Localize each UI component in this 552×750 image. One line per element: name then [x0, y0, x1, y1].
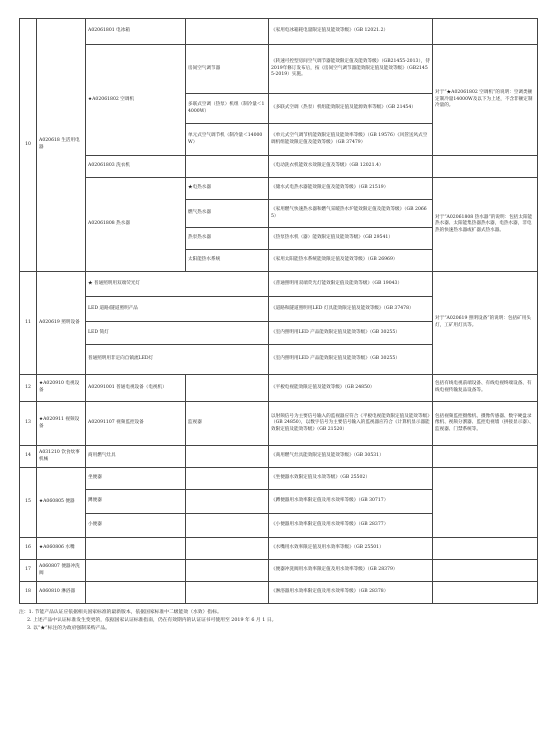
item-cell: A02061808 热水器: [86, 178, 186, 272]
standard-cell: 《家用太阳能热水系统能效限定值及能效等级》（GB 26969）: [269, 250, 433, 272]
table-row: [20, 560, 538, 582]
sub-cell: [186, 156, 269, 178]
standard-cell: 《淋浴器用水效率限定值及用水效率等级》（GB 28378）: [269, 582, 433, 604]
standard-cell: 《平板电视能效限定值及能效等级》（GB 24850）: [269, 375, 433, 402]
standard-cell: 《单元式空气调节机能效限定值及能效率等级》（GB 19576）《风管送风式空调机组能效限定值及能效等级》（GB 37479）: [269, 124, 433, 156]
table-row: [20, 178, 538, 200]
category-cell: ★A060805 便器: [37, 468, 86, 538]
category-cell: A020618 生活用电器: [37, 19, 86, 272]
row-number: 12: [20, 375, 37, 402]
row-number: 14: [20, 446, 37, 468]
sub-cell: [186, 538, 269, 560]
sub-cell: LED 道路/隧道照明产品: [86, 297, 269, 322]
item-cell: 商用燃气灶具: [86, 446, 186, 468]
table-row: [20, 468, 538, 490]
note-cell: [433, 560, 538, 582]
table-row: [20, 538, 538, 560]
standard-cell: 《室内照明用LED 产品能效限定值及能效等级》（GB 30255）: [269, 322, 433, 345]
standard-cell: 《蹲便器用水效率限定值及用水效率等级》（GB 30717）: [269, 490, 433, 514]
footnote-3: 3. 以“★”标注的为政府强制采购产品。: [27, 626, 110, 631]
note-cell: [433, 156, 538, 178]
sub-cell: 普通照明用非定向自镇流LED灯: [86, 345, 269, 375]
standard-cell: 《小便器用水效率限定值及用水效率等级》（GB 28377）: [269, 514, 433, 538]
category-cell: A060807 便器冲洗阀: [37, 560, 86, 582]
row-number: 18: [20, 582, 37, 604]
standard-cell: 《室内照明用LED 产品能效限定值及能效等级》（GB 30255）: [269, 345, 433, 375]
item-cell: ★A02061802 空调机: [86, 45, 186, 156]
note-cell: [433, 19, 538, 45]
item-cell: [86, 538, 186, 560]
note-cell: [433, 538, 538, 560]
sub-cell: [186, 490, 269, 514]
table-row: [20, 446, 538, 468]
sub-cell: [186, 375, 269, 402]
note-cell: 包括有线电视前端设备、有线电视终端设备、有线电视传输复品设备等。: [433, 375, 538, 402]
item-cell: [86, 582, 186, 604]
footnote-1: 注：1. 节能产品认证应依据相关国家标准的最新版本，依据国家标准中二级能效（水效）指标。: [19, 610, 222, 615]
row-number: 17: [20, 560, 37, 582]
category-cell: ★A020911 视频设备: [37, 402, 86, 446]
sub-cell: [186, 468, 269, 490]
footnotes: [19, 609, 537, 633]
standard-cell: 《电动洗衣机能效水效限定值及等级》（GB 12021.4）: [269, 156, 433, 178]
row-number: 10: [20, 19, 37, 272]
note-cell: [433, 446, 538, 468]
note-cell: [433, 582, 538, 604]
standard-cell: 《热泵热水机（器）能效限定值及能效等级》（GB 29541）: [269, 228, 433, 250]
category-cell: A020619 照明设备: [37, 272, 86, 375]
item-cell: 蹲便器: [86, 490, 186, 514]
sub-cell: 房间空气调节器: [186, 45, 269, 94]
standard-cell: 《道路和隧道照明用LED 灯具能效限定值及能效等级》（GB 37478）: [269, 297, 433, 322]
row-number: 16: [20, 538, 37, 560]
category-cell: A060810 淋浴器: [37, 582, 86, 604]
item-cell: 坐便器: [86, 468, 186, 490]
table-row: [20, 402, 538, 446]
item-cell: A02061803 洗衣机: [86, 156, 186, 178]
sub-cell: [186, 446, 269, 468]
item-cell: [86, 560, 186, 582]
row-number: 11: [20, 272, 37, 375]
standard-cell: 《家用燃气快速热水器和燃气采暖热水炉能效限定值及能效等级》（GB 20665）: [269, 200, 433, 228]
sub-cell: 燃气热水器: [186, 200, 269, 228]
standard-cell: 以射频信号为主要信号输入的监视器应符合《平板电视能效限定值及能效等级》（GB 24850），以数字信号为主要信号输入的监视器应符合《计算机显示器能效限定值及能效等级》（GB 21520）: [269, 402, 433, 446]
row-number: 15: [20, 468, 37, 538]
note-cell: 包括视频监控摄像机、摄像传感器、数字硬盘录像机、视频分割器、监控电视墙（拼接显示器）、监视器、门禁系统等。: [433, 402, 538, 446]
footnote-2: 2. 上述产品中认证标准发生变更的，依据国家认证标准指南，仍在有效期内的认证证书可使用至 2019 年 6 月 1 日。: [27, 618, 277, 623]
standard-cell: 《多联式空调（热泵）机组能效限定值及能源效率等级》（GB 21454）: [269, 94, 433, 124]
sub-cell: ★电热水器: [186, 178, 269, 200]
note-cell: 对于“A020619 照明设备”的说明：包括矿用头灯，工矿用灯具等。: [433, 272, 538, 375]
sub-cell: 多联式空调（热泵）机组（制冷量＜14000W）: [186, 94, 269, 124]
category-cell: ★A020910 电视设备: [37, 375, 86, 402]
product-table: [19, 18, 538, 604]
document: [19, 18, 537, 633]
category-cell: A031210 饮食炊事机械: [37, 446, 86, 468]
table-row: [20, 45, 538, 94]
item-cell: A02091001 普通电视设备（电视机）: [86, 375, 186, 402]
row-number: 13: [20, 402, 37, 446]
sub-cell: ★ 普通照明用双端荧光灯: [86, 272, 269, 297]
item-cell: A02061801 电冰箱: [86, 19, 186, 45]
table-row: [20, 272, 538, 297]
standard-cell: 《商用燃气灶具能效限定值及能效等级》（GB 30531）: [269, 446, 433, 468]
standard-cell: 《储水式电热水器能效限定值及能效等级》（GB 21519）: [269, 178, 433, 200]
note-cell: 对于“A02061808 热水器”的说明：包括太阳能热水器、太阳能集热器热水器，电热水器，非电热的快速热水器或扩器式热水器。: [433, 178, 538, 272]
sub-cell: LED 筒灯: [86, 322, 269, 345]
standard-cell: 《便器冲洗阀用水效率限定值及用水效率等级》（GB 28379）: [269, 560, 433, 582]
standard-cell: 《水嘴用水效率限定值及用水效率等级》（GB 25501）: [269, 538, 433, 560]
table-row: [20, 19, 538, 45]
sub-cell: [186, 19, 269, 45]
table-row: [20, 156, 538, 178]
sub-cell: [186, 514, 269, 538]
note-cell: [433, 468, 538, 538]
sub-cell: 太阳能热水系统: [186, 250, 269, 272]
sub-cell: 热泵热水器: [186, 228, 269, 250]
category-cell: ★A060806 水嘴: [37, 538, 86, 560]
note-cell: 对于“★A02061802 空调机”的说明：空调类额定制冷量14000W及以下为上述，不含非额定制冷量的。: [433, 45, 538, 156]
standard-cell: 《转速可控型房间空气调节器能效限定值及能效等级》（GB21455-2013），待2019年修订发布后，按《房间空气调节器能效限定值及能效等级》（GB21455-2019）实施。: [269, 45, 433, 94]
item-cell: A02091107 视频监控设备: [86, 402, 186, 446]
item-cell: 小便器: [86, 514, 186, 538]
standard-cell: 《坐便器水效限定值及水效等级》（GB 25502）: [269, 468, 433, 490]
sub-cell: [186, 560, 269, 582]
standard-cell: 《家用电冰箱耗电量限定值及能效等级》（GB 12021.2）: [269, 19, 433, 45]
standard-cell: 《普通照明用双端荧光灯能效限定值及能效等级》（GB 19043）: [269, 272, 433, 297]
sub-cell: 监视器: [186, 402, 269, 446]
table-row: [20, 375, 538, 402]
table-row: [20, 582, 538, 604]
sub-cell: 单元式空气调节机（制冷量＜14000W）: [186, 124, 269, 156]
sub-cell: [186, 582, 269, 604]
